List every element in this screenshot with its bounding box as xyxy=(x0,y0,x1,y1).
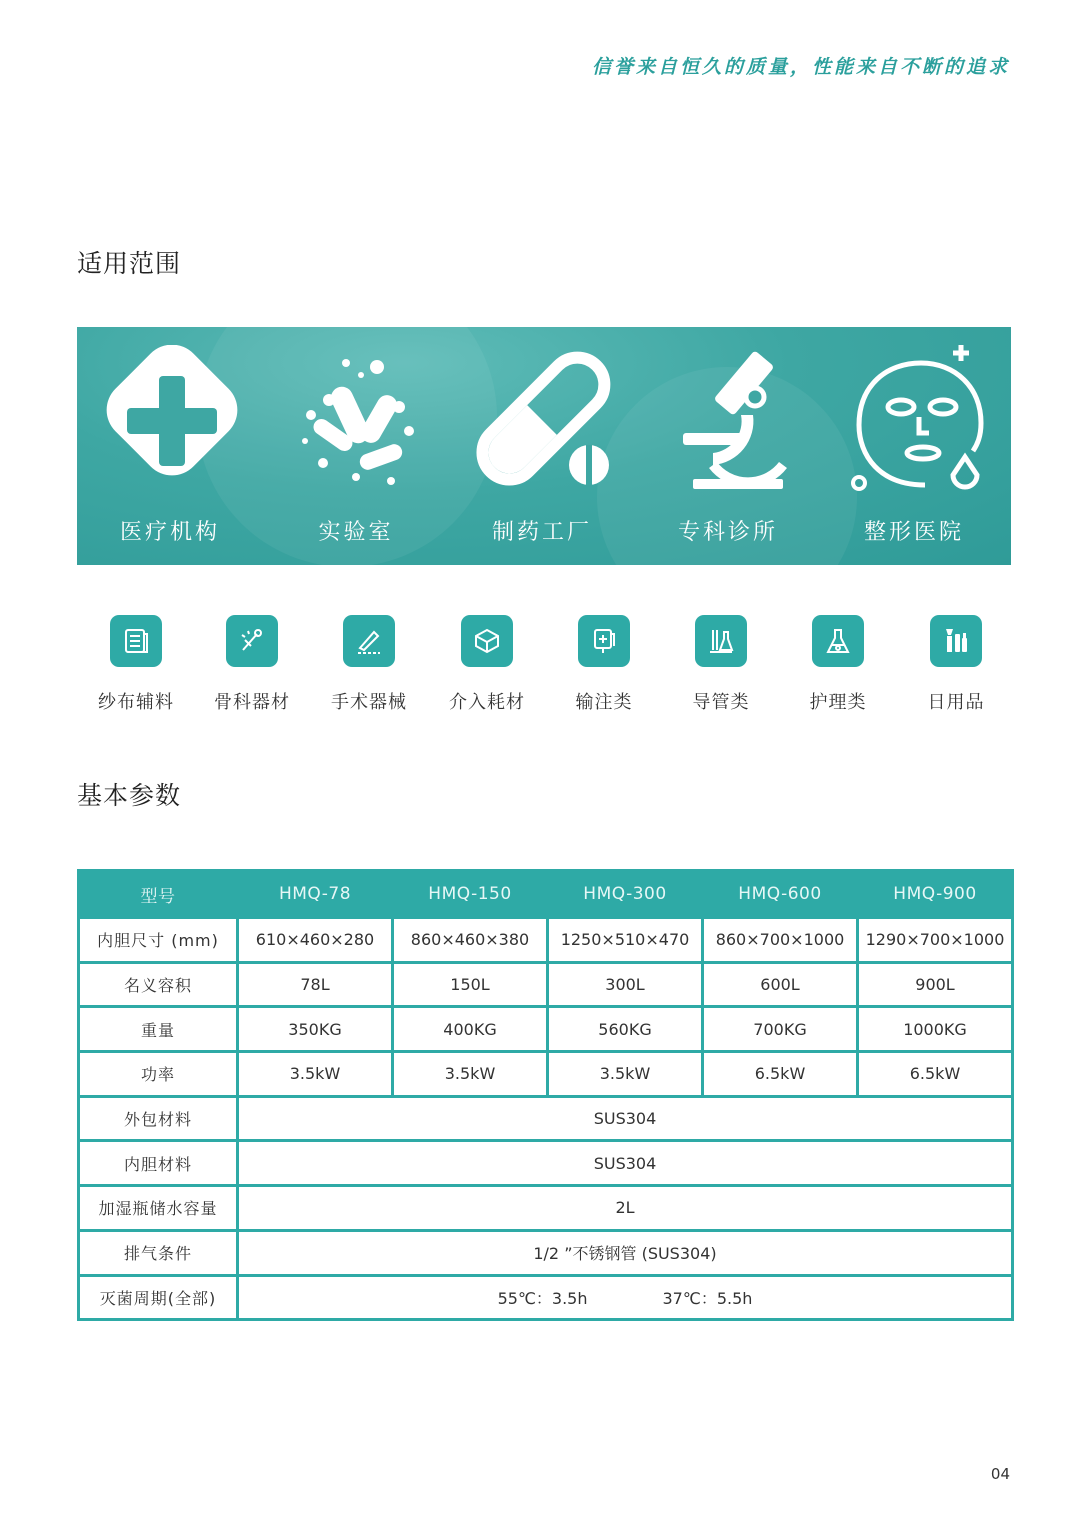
row-label: 重量 xyxy=(79,1007,238,1052)
category-interventional xyxy=(428,615,546,714)
section-title-params: 基本参数 xyxy=(77,781,182,810)
banner-label: 整形医院 xyxy=(863,520,964,545)
row-label: 灭菌周期(全部) xyxy=(79,1275,238,1320)
parameter-table xyxy=(77,869,1014,1321)
category-daily xyxy=(897,615,1015,714)
table-cell: 400KG xyxy=(393,1007,548,1052)
table-cell: 600L xyxy=(703,962,858,1007)
table-cell: 1/2 ”不锈钢管 (SUS304) xyxy=(238,1230,1013,1275)
table-cell: SUS304 xyxy=(238,1096,1013,1141)
header-cell: HMQ-900 xyxy=(858,871,1013,918)
category-infusion xyxy=(545,615,663,714)
table-cell: 3.5kW xyxy=(393,1052,548,1097)
flask-icon xyxy=(823,626,853,656)
face-mask-icon xyxy=(839,345,989,495)
table-cell: 900L xyxy=(858,962,1013,1007)
row-label: 功率 xyxy=(79,1052,238,1097)
category-ortho xyxy=(193,615,311,714)
banner-label: 专科诊所 xyxy=(677,520,778,545)
table-row xyxy=(79,1275,1013,1320)
table-cell: 6.5kW xyxy=(703,1052,858,1097)
category-catheter xyxy=(662,615,780,714)
category-nursing xyxy=(779,615,897,714)
row-label: 内胆材料 xyxy=(79,1141,238,1186)
page-number: 04 xyxy=(990,1465,1010,1483)
header-cell: 型号 xyxy=(79,871,238,918)
category-gauze xyxy=(77,615,195,714)
cosmetics-icon xyxy=(941,626,971,656)
banner-label: 医疗机构 xyxy=(119,520,220,545)
row-label: 加湿瓶储水容量 xyxy=(79,1186,238,1231)
category-label: 手术器械 xyxy=(331,692,407,713)
table-cell: 700KG xyxy=(703,1007,858,1052)
banner-item-clinic xyxy=(635,327,821,565)
cycle-value-a: 55℃：3.5h xyxy=(497,1288,588,1308)
slogan: 信誉来自恒久的质量，性能来自不断的追求 xyxy=(591,56,1010,78)
table-cell: 2L xyxy=(238,1186,1013,1231)
table-cell: 78L xyxy=(238,962,393,1007)
table-cell: 860×460×380 xyxy=(393,918,548,963)
table-row xyxy=(79,962,1013,1007)
row-label: 排气条件 xyxy=(79,1230,238,1275)
table-cell: 560KG xyxy=(548,1007,703,1052)
capsule-pill-icon xyxy=(467,345,617,495)
product-category-row xyxy=(77,615,1011,725)
bacteria-icon xyxy=(281,345,431,495)
table-cell: 6.5kW xyxy=(858,1052,1013,1097)
application-banner xyxy=(77,327,1011,565)
medical-cross-icon xyxy=(95,345,245,495)
table-cell: SUS304 xyxy=(238,1141,1013,1186)
category-label: 护理类 xyxy=(809,692,867,713)
header-cell: HMQ-300 xyxy=(548,871,703,918)
table-cell xyxy=(238,1275,1013,1320)
table-row xyxy=(79,1007,1013,1052)
microscope-icon xyxy=(653,345,803,495)
table-row xyxy=(79,1230,1013,1275)
banner-item-medical xyxy=(77,327,263,565)
table-cell: 3.5kW xyxy=(548,1052,703,1097)
table-cell: 1250×510×470 xyxy=(548,918,703,963)
bone-tool-icon xyxy=(237,626,267,656)
category-label: 介入耗材 xyxy=(449,692,525,713)
banner-item-lab xyxy=(263,327,449,565)
section-title-scope: 适用范围 xyxy=(77,249,182,278)
scalpel-icon xyxy=(354,626,384,656)
table-cell: 300L xyxy=(548,962,703,1007)
category-surgical xyxy=(310,615,428,714)
banner-item-pharma xyxy=(449,327,635,565)
table-cell: 150L xyxy=(393,962,548,1007)
category-label: 骨科器材 xyxy=(214,692,290,713)
table-row xyxy=(79,1096,1013,1141)
gauze-icon xyxy=(121,626,151,656)
table-cell: 1000KG xyxy=(858,1007,1013,1052)
banner-label: 制药工厂 xyxy=(491,520,592,545)
category-label: 日用品 xyxy=(927,692,985,713)
category-label: 导管类 xyxy=(692,692,750,713)
row-label: 名义容积 xyxy=(79,962,238,1007)
category-label: 纱布辅料 xyxy=(98,692,174,713)
category-label: 输注类 xyxy=(575,692,633,713)
table-row xyxy=(79,1052,1013,1097)
table-cell: 3.5kW xyxy=(238,1052,393,1097)
table-row xyxy=(79,918,1013,963)
table-cell: 1290×700×1000 xyxy=(858,918,1013,963)
banner-label: 实验室 xyxy=(318,520,394,545)
row-label: 外包材料 xyxy=(79,1096,238,1141)
header-cell: HMQ-600 xyxy=(703,871,858,918)
table-row xyxy=(79,1141,1013,1186)
table-cell: 610×460×280 xyxy=(238,918,393,963)
banner-item-cosmetic xyxy=(821,327,1007,565)
box-icon xyxy=(472,626,502,656)
table-cell: 860×700×1000 xyxy=(703,918,858,963)
row-label: 内胆尺寸 (mm) xyxy=(79,918,238,963)
header-cell: HMQ-150 xyxy=(393,871,548,918)
table-row xyxy=(79,1186,1013,1231)
iv-bag-icon xyxy=(589,626,619,656)
table-header-row xyxy=(79,871,1013,918)
table-cell: 350KG xyxy=(238,1007,393,1052)
cycle-value-b: 37℃：5.5h xyxy=(662,1288,753,1308)
header-cell: HMQ-78 xyxy=(238,871,393,918)
test-tube-icon xyxy=(706,626,736,656)
